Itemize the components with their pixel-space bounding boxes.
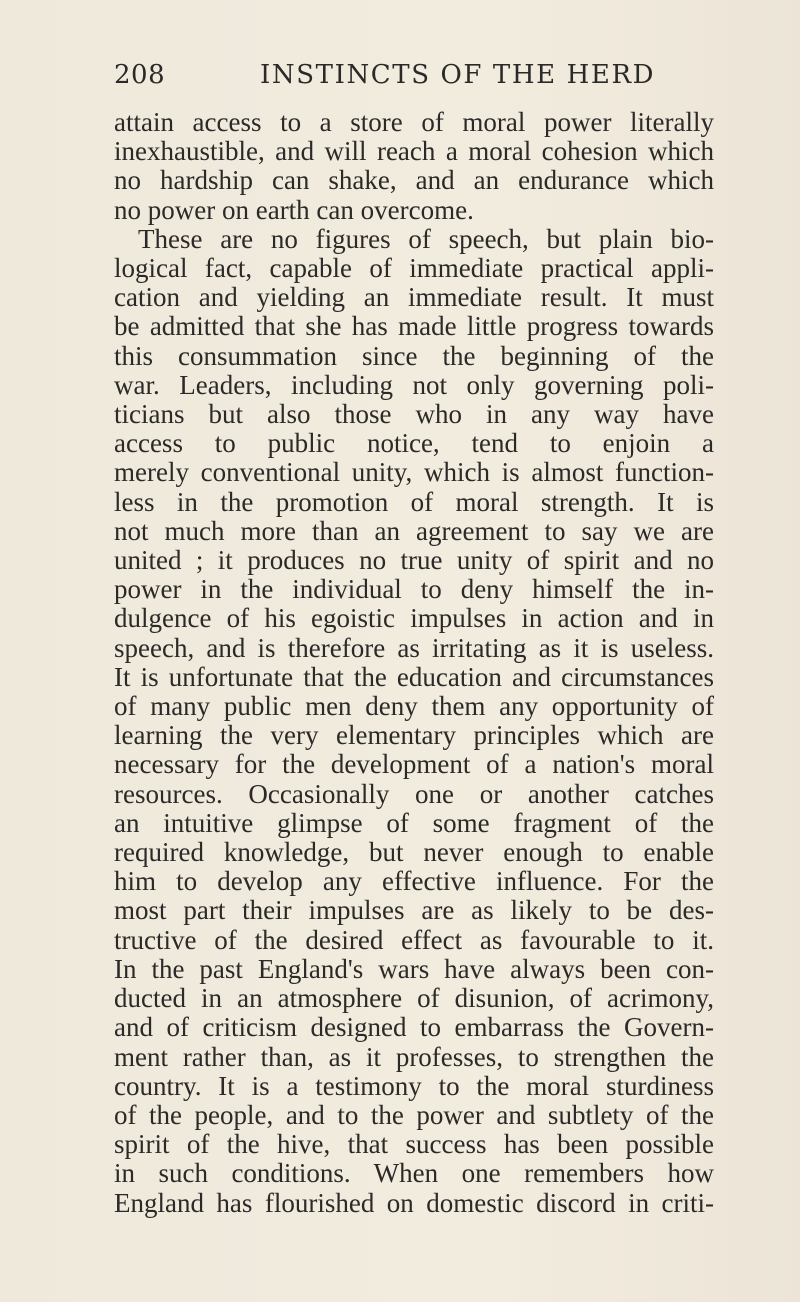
text-line: this consummation since the beginning of the [114,340,714,371]
text-line: access to public notice, tend to enjoin a [114,428,714,459]
body-text [114,108,714,1218]
page-number: 208 [114,60,166,90]
text-line: of many public men deny them any opportunity of [114,691,714,722]
text-line: not much more than an agreement to say we are [114,515,714,546]
text-line: an intuitive glimpse of some fragment of the [114,807,714,838]
text-line: ment rather than, as it professes, to strengthen the [114,1041,714,1072]
text-line: These are no figures of speech, but plain bio- [138,223,714,254]
page-header [114,60,706,98]
text-line: In the past England's wars have always been con- [114,953,714,984]
text-line: united ; it produces no true unity of spirit and no [114,545,714,576]
text-line: attain access to a store of moral power literally [114,107,714,137]
text-line: inexhaustible, and will reach a moral cohesion which [114,136,714,167]
text-line: ticians but also those who in any way have [114,399,714,430]
text-line: no power on earth can overcome. [114,194,474,225]
text-line: speech, and is therefore as irritating as it is useless. [114,632,714,663]
text-line: be admitted that she has made little progress towards [114,311,714,342]
text-line: resources. Occasionally one or another catches [114,778,714,809]
text-line: It is unfortunate that the education and circumstances [114,661,714,692]
text-line: necessary for the development of a nation's moral [114,749,714,780]
text-line: no hardship can shake, and an endurance which [114,165,714,196]
text-line: England has flourished on domestic discord in criti- [114,1187,714,1218]
text-line: less in the promotion of moral strength. It is [114,486,714,517]
text-line: learning the very elementary principles which are [114,720,714,751]
text-line: of the people, and to the power and subtlety of the [114,1099,714,1130]
running-head: INSTINCTS OF THE HERD [260,60,656,90]
text-line: ducted in an atmosphere of disunion, of acrimony, [114,983,714,1014]
text-line: spirit of the hive, that success has been possible [114,1129,714,1160]
text-line: merely conventional unity, which is almost function- [114,457,714,488]
text-line: logical fact, capable of immediate practical appli- [114,253,714,284]
text-line: him to develop any effective influence. For the [114,866,714,897]
text-line: power in the individual to deny himself the in- [114,574,714,605]
text-line: cation and yielding an immediate result. It must [114,282,714,313]
text-line: and of criticism designed to embarrass the Govern- [114,1012,714,1043]
text-line: in such conditions. When one remembers how [114,1158,714,1189]
text-line: war. Leaders, including not only governing poli- [114,369,714,400]
text-line: required knowledge, but never enough to enable [114,837,714,868]
text-line: tructive of the desired effect as favourable to it. [114,924,714,955]
text-line: dulgence of his egoistic impulses in action and in [114,603,714,634]
text-line: most part their impulses are as likely to be des- [114,895,714,926]
text-line: country. It is a testimony to the moral sturdiness [114,1070,714,1101]
